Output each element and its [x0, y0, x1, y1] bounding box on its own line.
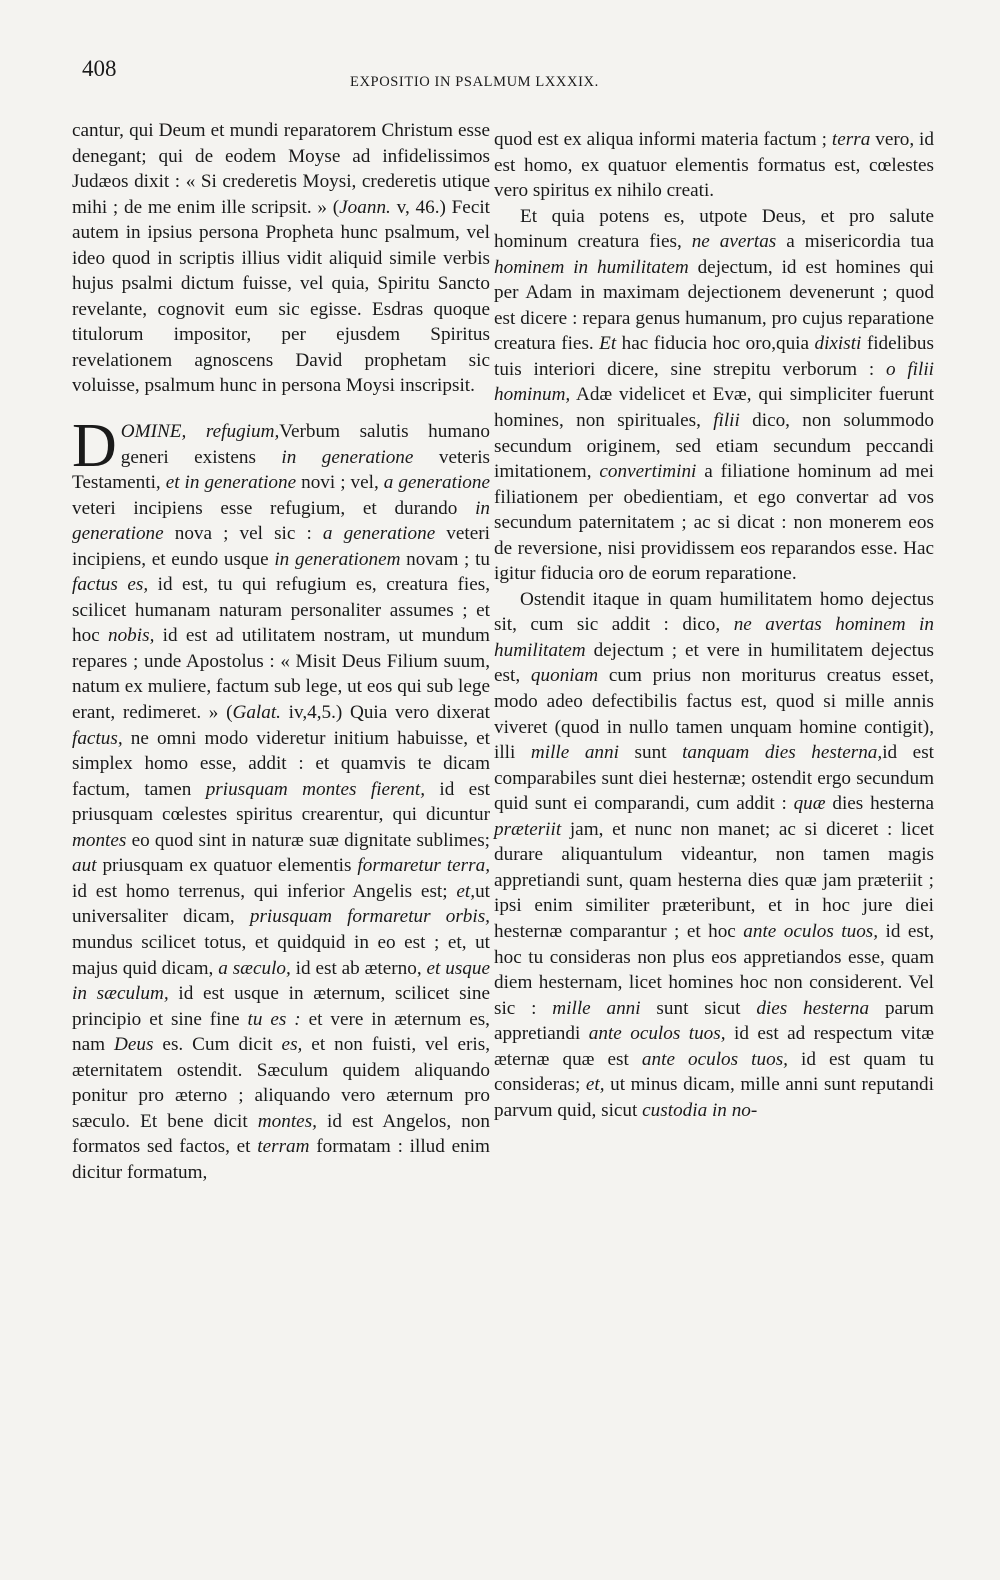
text-run: formatam : illud enim dicitur formatum, [72, 1136, 490, 1183]
text-run: parum appretiandi [494, 997, 934, 1045]
italic-run: in generationem [274, 548, 401, 570]
text-run: v, 46.) Fecit autem in ipsius persona Propheta hunc psalmum, vel ideo quod in scriptis illius vidit aliquid simile verbis hujus psalmi dictum fuisse, vel quia, Spiritu Sancto revelante, cognovit eum sic egisse. Esdras quoque titulorum impositor, per ejusdem Spiritus revelationem agnoscens David prophetam sic voluisse, psalmum hunc in persona Moysi inscripsit. [72, 196, 490, 397]
text-run: cum prius non moriturus creatus esset, modo adeo defectibilis factus est, quod si mille annis viveret (quod in nullo tamen unquam homine contigit), illi [494, 665, 934, 764]
right-paragraph-1 [494, 127, 934, 204]
text-run: iv,4,5.) Quia vero dixerat [280, 702, 490, 724]
italic-run: Deus [114, 1034, 154, 1056]
text-run: Et quia potens es, utpote Deus, et pro salute hominum creatura fies, [494, 205, 934, 253]
text-run: id est comparabiles sunt diei hesternæ; ostendit ergo secundum quid sunt ei comparandi, cum addit : [494, 742, 934, 815]
text-run: cantur, qui Deum et mundi reparatorem Christum esse denegant; qui de eodem Moyse ad infidelissimos Judæos dixit : « Si crederetis Moysi, crederetis utique mihi ; de me enim ille scripsit. » ( [72, 120, 490, 218]
italic-run: formaretur terra, [357, 855, 490, 877]
italic-run: ante oculos tuos, [588, 1023, 726, 1045]
italic-run: Et [599, 333, 617, 355]
text-run: eo quod sint in naturæ suæ dignitate sublimes; [126, 829, 490, 851]
text-run: ut minus dicam, mille anni sunt reputandi parvum quid, sicut [494, 1074, 934, 1121]
italic-run: factus es, [72, 574, 149, 596]
text-run: veteris Testamenti, [72, 446, 490, 494]
text-run: Adæ videlicet et Evæ, qui simpliciter fuerunt homines, non spirituales, [494, 384, 934, 432]
right-column [494, 127, 934, 1123]
italic-run: priusquam formaretur orbis, [249, 906, 490, 928]
italic-run: filii [713, 410, 740, 432]
italic-run: mille anni [530, 742, 619, 764]
italic-run: factus, [72, 727, 123, 749]
italic-run: quæ [793, 793, 826, 815]
italic-run: Galat. [232, 702, 281, 724]
left-paragraph-2 [72, 412, 490, 1185]
text-run: nova ; vel sic : [163, 523, 323, 545]
italic-run: aut [72, 855, 97, 877]
right-paragraph-2 [494, 204, 934, 587]
italic-run: custodia in no- [642, 1099, 758, 1121]
text-run: sunt sicut [640, 997, 757, 1019]
text-run: veteri incipiens esse refugium, et durando [72, 497, 476, 519]
text-run: id est, hoc tu consideras non plus eos appretiandos esse, quam diem hesternam, licet homines hoc non considerent. Vel sic : [494, 920, 934, 1019]
italic-run: ne avertas hominem in humilitatem [494, 614, 934, 661]
drop-cap: D [72, 412, 117, 481]
page-number: 408 [82, 56, 117, 81]
italic-run: et in generatione [165, 472, 297, 494]
text-run: id est priusquam cœlestes spiritus crearentur, qui dicuntur [72, 778, 490, 826]
italic-run: o filii hominum, [494, 358, 935, 406]
italic-run: OMINE, refugium, [120, 421, 280, 443]
text-run: a filiatione hominum ad mei filiationem per obedientiam, et ego convertar ad vos secundum paternitatem ; ac si dicat : non monerem eos de reversione, nisi providissem eos reparandos esse. Hac igitur fiducia oro de eorum reparatione. [494, 461, 934, 585]
italic-run: dixisti [814, 333, 862, 355]
italic-run: mille anni [552, 997, 641, 1019]
text-run: id est ad respectum vitæ æternæ quæ est [494, 1023, 934, 1070]
text-run: id est homo terrenus, qui inferior Angelis est; [72, 880, 457, 902]
italic-run: Joann. [339, 196, 391, 218]
running-head: EXPOSITIO IN PSALMUM LXXXIX. [350, 74, 599, 90]
italic-run: in generatione [72, 497, 490, 545]
italic-run: terram [257, 1136, 310, 1158]
text-run: veteri incipiens, et eundo usque [72, 523, 490, 570]
page-header [82, 54, 672, 94]
italic-run: montes, [257, 1110, 317, 1132]
italic-run: et, [456, 880, 476, 902]
text-run: dies hesterna [825, 793, 934, 815]
italic-run: tanquam dies hesterna, [682, 742, 883, 764]
italic-run: a generatione [322, 523, 436, 545]
italic-run: hominem in humilitatem [494, 256, 689, 278]
right-paragraph-3 [494, 587, 934, 1123]
left-column [72, 118, 490, 1185]
text-run: jam, et nunc non manet; ac si diceret : licet durare aliquantulum videantur, non tamen magis appretiandi sunt, quam hesterna dies quæ jam præteriit ; ipsi enim similiter præteribunt, et in hoc jure diei hesternæ comparantur ; et hoc [494, 818, 934, 942]
italic-run: ante oculos tuos, [641, 1048, 788, 1070]
text-run: a misericordia tua [776, 231, 934, 253]
text-run: fidelibus tuis interiori dicere, sine strepitu verborum : [494, 333, 934, 380]
text-run: Verbum salutis humano generi existens [120, 421, 490, 468]
text-run: id est usque in æternum, scilicet sine principio et sine fine [72, 983, 490, 1030]
italic-run: convertimini [599, 461, 697, 483]
italic-run: es, [281, 1034, 303, 1056]
text-run: dejectum ; et vere in humilitatem dejectus est, [494, 639, 934, 687]
text-run: sunt [618, 742, 683, 764]
text-run: ut universaliter dicam, [72, 880, 490, 928]
text-run: quod est ex aliqua informi materia factum ; [494, 129, 832, 150]
text-run: id est Angelos, non formatos sed factos, et [72, 1110, 490, 1158]
italic-run: tu es : [247, 1008, 301, 1030]
text-run: vero, id est homo, ex quatuor elementis formatus est, cœlestes vero spiritus ex nihilo creati. [494, 129, 934, 202]
text-run: hac fiducia hoc oro,quia [616, 333, 815, 355]
italic-run: ante oculos tuos, [743, 920, 879, 942]
text-run: es. Cum dicit [153, 1034, 282, 1056]
italic-run: dies hesterna [756, 997, 870, 1019]
italic-run: et usque in sæculum, [72, 957, 490, 1005]
text-run: novi ; vel, [296, 472, 384, 494]
text-run: id est ad utilitatem nostram, ut mundum repares ; unde Apostolus : « Misit Deus Filium suum, natum ex muliere, factum sub lege, ut eos qui sub lege erant, redimeret. » ( [72, 625, 490, 724]
text-run: novam ; tu [400, 548, 490, 570]
italic-run: terra [831, 129, 871, 150]
italic-run: a generatione [383, 472, 490, 494]
italic-run: nobis, [107, 625, 155, 647]
text-run: et vere in æternum es, nam [72, 1008, 490, 1056]
text-run: dejectum, id est homines qui per Adam in maximam dejectionem devenerunt ; quod est dicere : repara genus humanum, pro cujus reparatione creatura fies. [494, 256, 934, 355]
text-run: id est ab æterno, [290, 957, 427, 979]
text-run: Ostendit itaque in quam humilitatem homo dejectus sit, cum sic addit : dico, [494, 588, 934, 636]
text-run: id est quam tu consideras; [494, 1048, 935, 1096]
text-run: id est, tu qui refugium es, creatura fies, scilicet humanam naturam personaliter assumes ; et hoc [72, 574, 490, 647]
italic-run: montes [72, 829, 127, 851]
text-run: ne omni modo videretur initium habuisse, et simplex homo esse, addit : et quamvis te dicam factum, tamen [72, 727, 490, 800]
italic-run: ne avertas [691, 231, 777, 253]
left-paragraph-1 [72, 118, 490, 399]
italic-run: in generatione [281, 446, 414, 468]
italic-run: priusquam montes fierent, [205, 778, 426, 800]
italic-run: et, [585, 1074, 605, 1096]
text-run: dico, non solummodo secundum originem, sed etiam secundum peccandi imitationem, [494, 410, 934, 483]
text-run: et non fuisti, vel eris, æternitatem ostendit. Sæculum quidem aliquando ponitur pro æterno ; aliquando vero æternum pro sæculo. Et bene dicit [72, 1034, 490, 1132]
left-paragraph-2-text [72, 412, 490, 1183]
italic-run: a sæculo, [218, 957, 291, 979]
text-run: priusquam ex quatuor elementis [96, 855, 358, 877]
italic-run: quoniam [530, 665, 599, 687]
italic-run: præteriit [494, 818, 562, 840]
text-run: mundus scilicet totus, et quidquid in eo est ; et, ut majus quid dicam, [72, 931, 490, 979]
